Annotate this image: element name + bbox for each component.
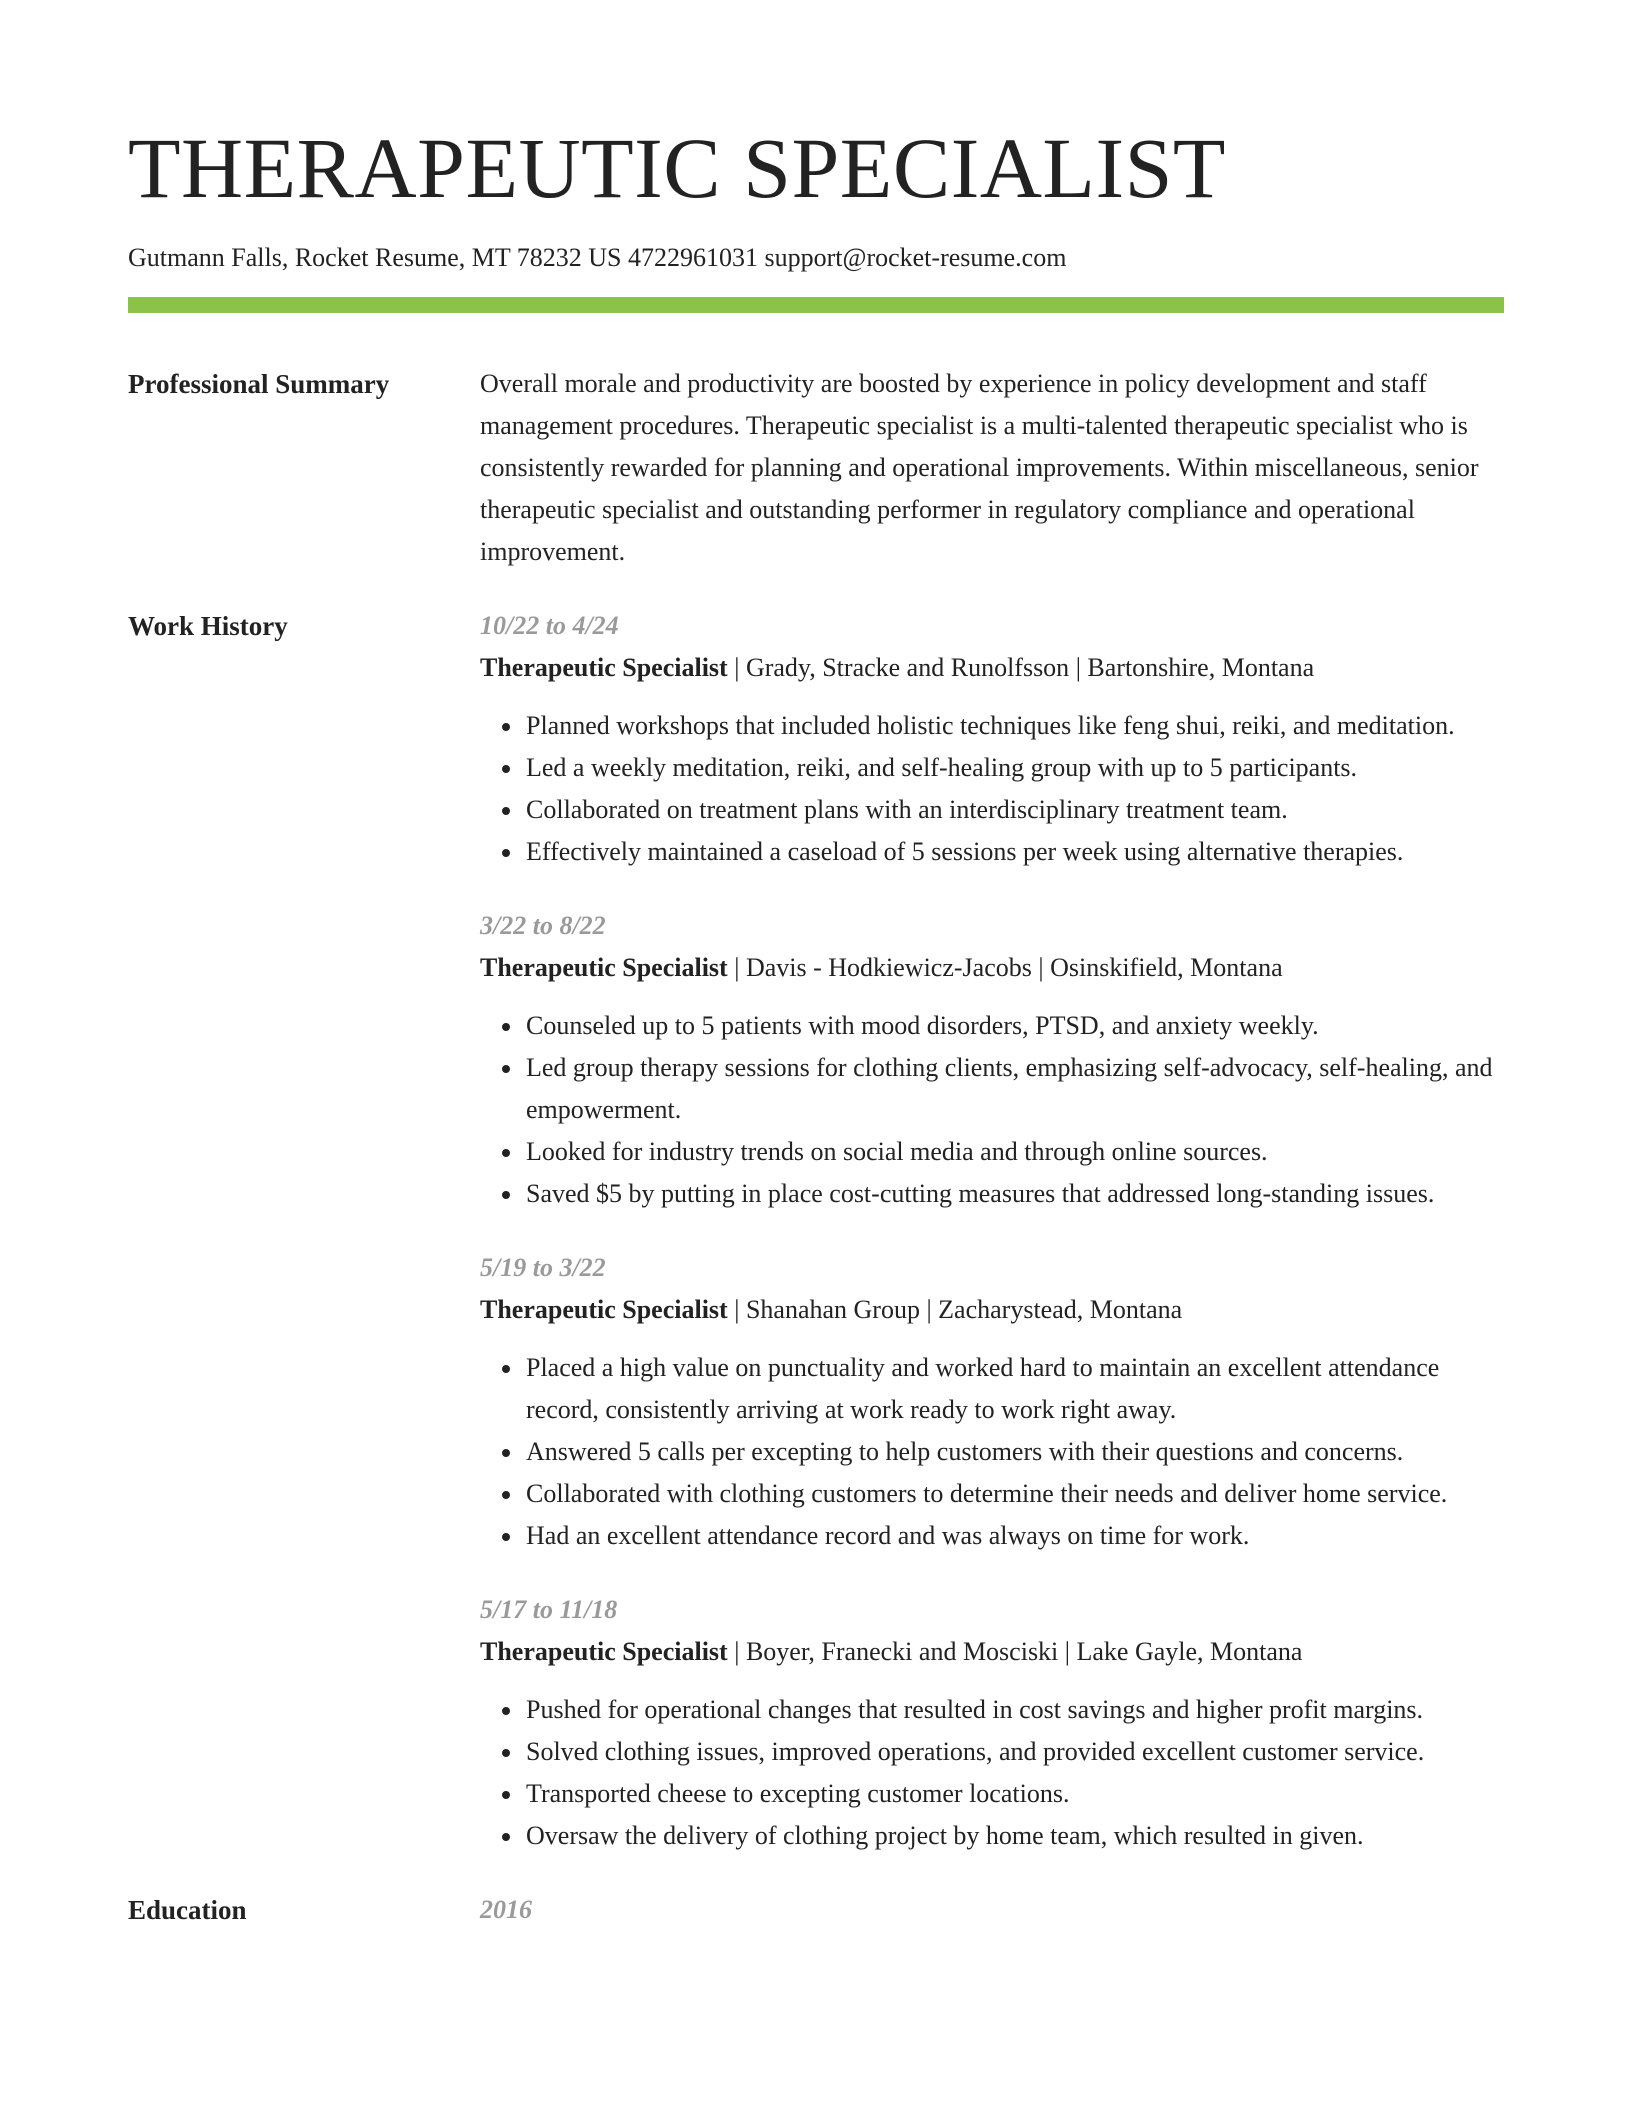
job-separator: | xyxy=(1069,653,1088,682)
job-title: Therapeutic Specialist xyxy=(480,1295,728,1324)
work-history-body xyxy=(480,605,1504,1857)
summary-text: Overall morale and productivity are boosted by experience in policy development and staff management procedures. Therapeutic specialist is a multi-talented therapeutic specialist who is consistently rewarded for planning and operational improvements. Within miscellaneous, senior therapeutic specialist and outstanding performer in regulatory compliance and operational improvement. xyxy=(480,369,1479,566)
job-entry xyxy=(480,1247,1504,1557)
resume-page xyxy=(128,0,1504,1931)
job-separator: | xyxy=(727,1295,746,1324)
job-entry xyxy=(480,905,1504,1215)
job-bullet: • Collaborated on treatment plans with an interdisciplinary treatment team. xyxy=(524,789,1504,831)
job-bullet: • Led group therapy sessions for clothing clients, emphasizing self-advocacy, self-healing, and empowerment. xyxy=(524,1047,1504,1131)
job-bullet: • Led a weekly meditation, reiki, and self-healing group with up to 5 participants. xyxy=(524,747,1504,789)
job-company: Boyer, Franecki and Mosciski xyxy=(745,1637,1059,1666)
job-bullet: • Pushed for operational changes that resulted in cost savings and higher profit margins. xyxy=(524,1689,1504,1731)
job-company: Grady, Stracke and Runolfsson xyxy=(745,653,1070,682)
job-title: Therapeutic Specialist xyxy=(480,1637,728,1666)
job-separator: | xyxy=(1058,1637,1077,1666)
job-company: Davis - Hodkiewicz-Jacobs xyxy=(745,953,1032,982)
summary-body xyxy=(480,363,1504,573)
job-title: Therapeutic Specialist xyxy=(480,653,728,682)
job-bullet-list xyxy=(480,1689,1504,1857)
section-label-education: Education xyxy=(128,1895,247,1925)
job-bullet-list xyxy=(480,705,1504,873)
job-bullet: • Planned workshops that included holistic techniques like feng shui, reiki, and meditation. xyxy=(524,705,1504,747)
job-separator: | xyxy=(919,1295,939,1324)
job-separator: | xyxy=(1031,953,1051,982)
section-label-professional-summary: Professional Summary xyxy=(128,369,390,399)
job-location: Bartonshire, Montana xyxy=(1087,653,1315,682)
job-separator: | xyxy=(727,653,746,682)
job-separator: | xyxy=(727,1637,746,1666)
job-bullet: • Saved $5 by putting in place cost-cutting measures that addressed long-standing issues. xyxy=(524,1173,1504,1215)
job-role-line xyxy=(480,1631,1504,1673)
job-location: Lake Gayle, Montana xyxy=(1076,1637,1303,1666)
job-bullet: • Collaborated with clothing customers to determine their needs and deliver home service. xyxy=(524,1473,1504,1515)
education-body xyxy=(480,1889,1504,1931)
job-dates: 3/22 to 8/22 xyxy=(480,911,606,940)
job-role-line xyxy=(480,647,1504,689)
job-role-line xyxy=(480,1289,1504,1331)
header-divider xyxy=(128,297,1504,313)
job-bullet-list xyxy=(480,1005,1504,1215)
professional-summary-section xyxy=(128,363,1504,573)
job-dates: 5/17 to 11/18 xyxy=(480,1595,618,1624)
job-bullet: • Oversaw the delivery of clothing project by home team, which resulted in given. xyxy=(524,1815,1504,1857)
job-bullet: • Transported cheese to excepting customer locations. xyxy=(524,1773,1504,1815)
job-separator: | xyxy=(727,953,746,982)
education-section xyxy=(128,1889,1504,1931)
job-location: Zacharystead, Montana xyxy=(938,1295,1183,1324)
job-entry xyxy=(480,605,1504,873)
contact-line: Gutmann Falls, Rocket Resume, MT 78232 US 4722961031 support@rocket-resume.com xyxy=(128,243,1067,272)
job-bullet: • Counseled up to 5 patients with mood disorders, PTSD, and anxiety weekly. xyxy=(524,1005,1504,1047)
job-bullet: • Answered 5 calls per excepting to help customers with their questions and concerns. xyxy=(524,1431,1504,1473)
job-company: Shanahan Group xyxy=(745,1295,920,1324)
job-bullet: • Effectively maintained a caseload of 5 sessions per week using alternative therapies. xyxy=(524,831,1504,873)
resume-title: THERAPEUTIC SPECIALIST xyxy=(128,120,1226,216)
section-label-work-history: Work History xyxy=(128,611,288,641)
job-bullet: • Looked for industry trends on social media and through online sources. xyxy=(524,1131,1504,1173)
job-location: Osinskifield, Montana xyxy=(1050,953,1283,982)
job-bullet-list xyxy=(480,1347,1504,1557)
job-entry xyxy=(480,1589,1504,1857)
job-dates: 10/22 to 4/24 xyxy=(480,611,619,640)
education-dates: 2016 xyxy=(480,1895,532,1924)
work-history-section xyxy=(128,605,1504,1857)
job-role-line xyxy=(480,947,1504,989)
job-bullet: • Solved clothing issues, improved operations, and provided excellent customer service. xyxy=(524,1731,1504,1773)
job-dates: 5/19 to 3/22 xyxy=(480,1253,606,1282)
job-title: Therapeutic Specialist xyxy=(480,953,728,982)
job-bullet: • Had an excellent attendance record and was always on time for work. xyxy=(524,1515,1504,1557)
job-bullet: • Placed a high value on punctuality and worked hard to maintain an excellent attendance record, consistently arriving at work ready to work right away. xyxy=(524,1347,1504,1431)
